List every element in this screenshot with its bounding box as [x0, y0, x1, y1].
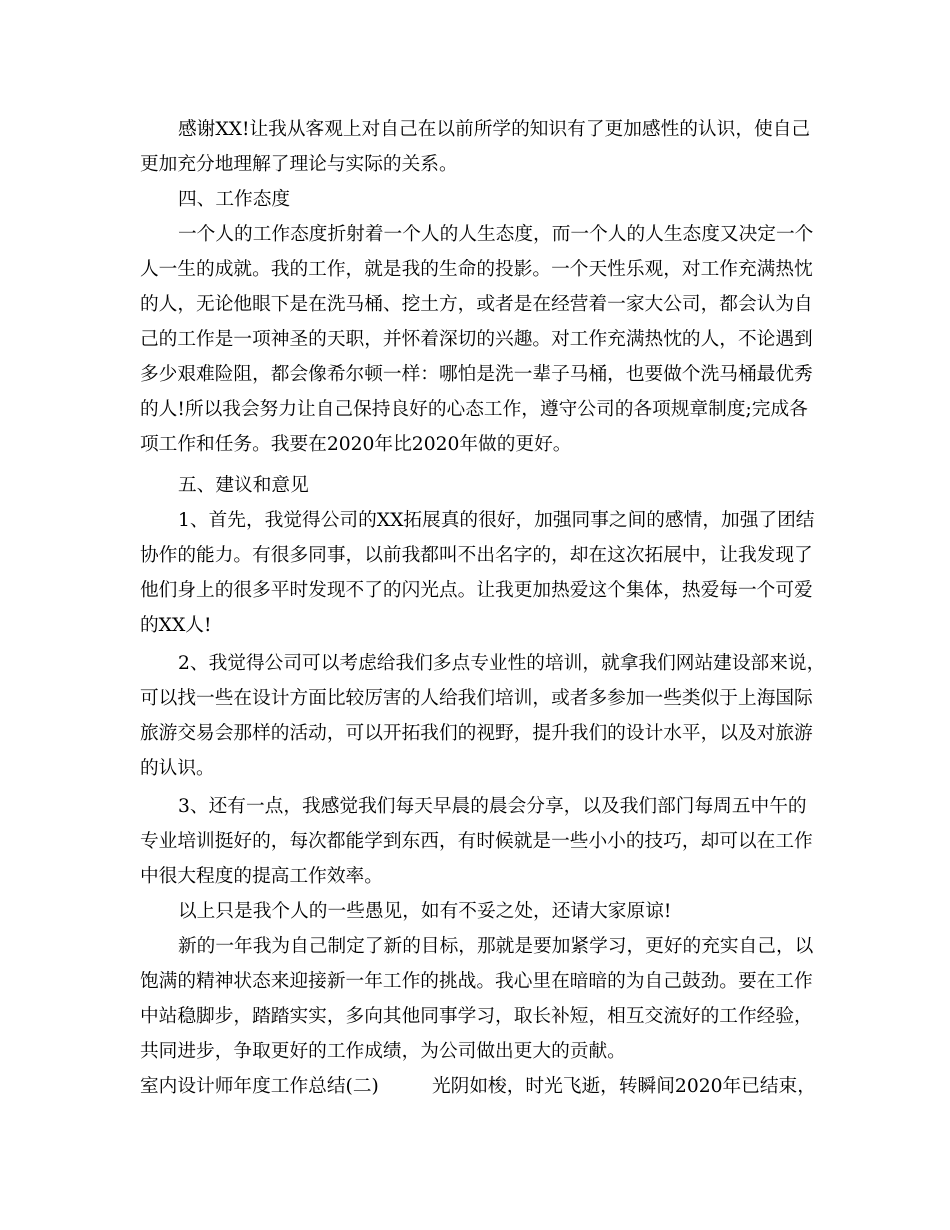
next-section-opening-text: 光阴如梭，时光飞逝，转瞬间2020年已结束，: [432, 1076, 816, 1097]
text-line: 的认识。: [140, 758, 215, 779]
text-line: 专业培训挺好的，每次都能学到东西，有时候就是一些小小的技巧，却可以在工作: [140, 831, 813, 852]
paragraph: [140, 929, 825, 1069]
paragraph: [140, 112, 825, 182]
section-heading-work-attitude: [140, 182, 825, 217]
text-line: 的人，无论他眼下是在洗马桶、挖土方，或者是在经营着一家大公司，都会认为自: [140, 294, 813, 315]
text-line: 新的一年我为自己制定了新的目标，那就是要加紧学习，更好的充实自己，以: [178, 936, 814, 957]
next-section-line: [140, 1069, 825, 1104]
text-line: 中很大程度的提高工作效率。: [140, 866, 383, 887]
text-line: 3、还有一点，我感觉我们每天早晨的晨会分享，以及我们部门每周五中午的: [178, 796, 807, 817]
section-heading-suggestions: [140, 468, 825, 503]
text-line: 中站稳脚步，踏踏实实，多向其他同事学习，取长补短，相互交流好的工作经验，: [140, 1006, 813, 1027]
text-line: 的人!所以我会努力让自己保持良好的心态工作，遵守公司的各项规章制度;完成各: [140, 399, 808, 420]
heading-line: 四、工作态度: [178, 189, 291, 210]
paragraph: [140, 646, 825, 786]
text-line: 项工作和任务。我要在2020年比2020年做的更好。: [140, 434, 572, 455]
heading-line: 五、建议和意见: [178, 475, 309, 496]
text-line: 旅游交易会那样的活动，可以开拓我们的视野，提升我们的设计水平，以及对旅游: [140, 723, 813, 744]
text-line: 己的工作是一项神圣的天职，并怀着深切的兴趣。对工作充满热忱的人，不论遇到: [140, 329, 813, 350]
text-line: 饱满的精神状态来迎接新一年工作的挑战。我心里在暗暗的为自己鼓劲。要在工作: [140, 971, 813, 992]
paragraph: [140, 894, 825, 929]
text-line: 共同进步，争取更好的工作成绩，为公司做出更大的贡献。: [140, 1041, 626, 1062]
text-line: 更加充分地理解了理论与实际的关系。: [140, 154, 458, 175]
text-line: 他们身上的很多平时发现不了的闪光点。让我更加热爱这个集体，热爱每一个可爱: [140, 580, 813, 601]
text-line: 感谢XX!让我从客观上对自己在以前所学的知识有了更加感性的认识，使自己: [178, 119, 811, 140]
text-line: 以上只是我个人的一些愚见，如有不妥之处，还请大家原谅!: [178, 901, 672, 922]
next-section-title: 室内设计师年度工作总结(二): [140, 1076, 379, 1097]
document-body: [140, 112, 825, 1104]
text-line: 人一生的成就。我的工作，就是我的生命的投影。一个天性乐观，对工作充满热忱: [140, 259, 813, 280]
text-line: 一个人的工作态度折射着一个人的人生态度，而一个人的人生态度又决定一个: [178, 224, 814, 245]
paragraph: [140, 217, 825, 462]
text-line: 可以找一些在设计方面比较厉害的人给我们培训，或者多参加一些类似于上海国际: [140, 688, 813, 709]
text-line: 的XX人!: [140, 615, 212, 636]
paragraph: [140, 503, 825, 643]
paragraph: [140, 789, 825, 894]
text-line: 协作的能力。有很多同事，以前我都叫不出名字的，却在这次拓展中，让我发现了: [140, 545, 813, 566]
text-line: 2、我觉得公司可以考虑给我们多点专业性的培训，就拿我们网站建设部来说，: [178, 653, 825, 674]
text-line: 1、首先，我觉得公司的XX拓展真的很好，加强同事之间的感情，加强了团结: [178, 510, 815, 531]
text-line: 多少艰难险阻，都会像希尔顿一样：哪怕是洗一辈子马桶，也要做个洗马桶最优秀: [140, 364, 813, 385]
